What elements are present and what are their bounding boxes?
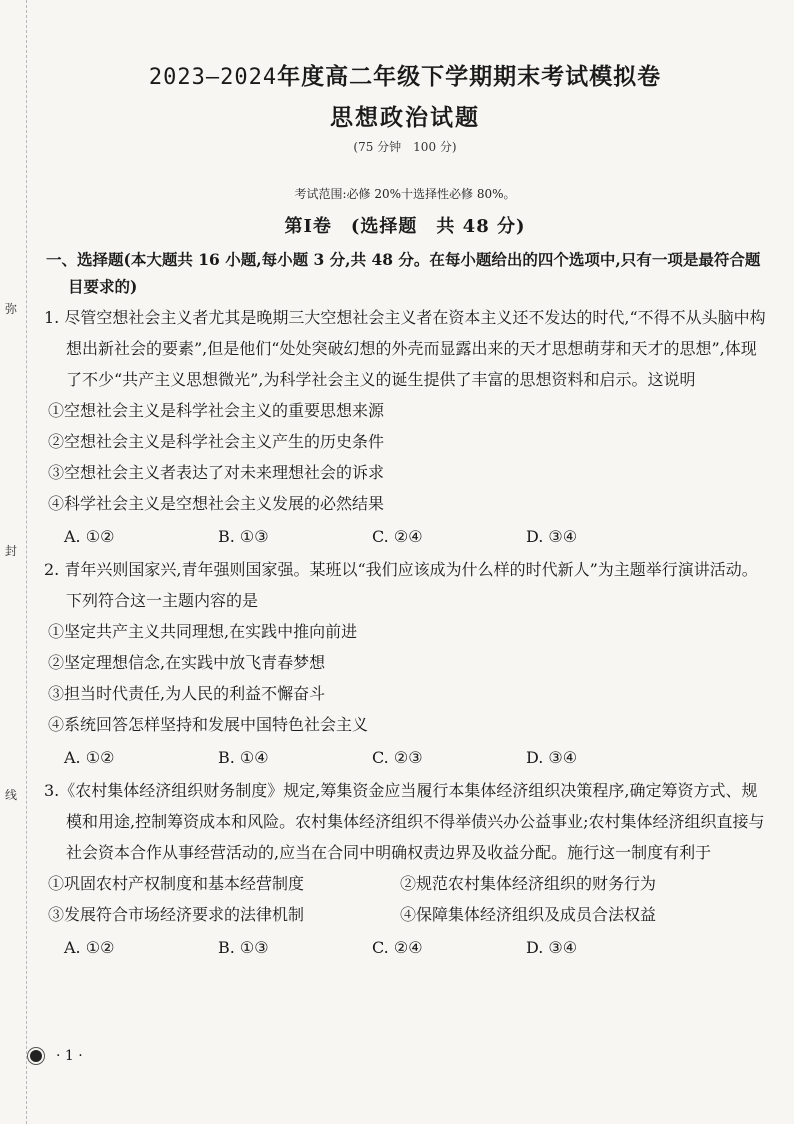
statement-option: ③担当时代责任,为人民的利益不懈奋斗 xyxy=(48,684,326,703)
question-2 xyxy=(40,554,770,773)
answer-choices xyxy=(40,932,770,963)
answer-a: A. ①② xyxy=(64,527,115,546)
statement-option-row xyxy=(40,868,770,899)
page-footer xyxy=(30,1048,83,1064)
answer-d: D. ③④ xyxy=(526,938,578,957)
answer-d: D. ③④ xyxy=(526,748,578,767)
answer-a: A. ①② xyxy=(64,748,115,767)
answer-a: A. ①② xyxy=(64,938,115,957)
statement-option: ④系统回答怎样坚持和发展中国特色社会主义 xyxy=(48,715,369,734)
exam-scope: 考试范围:必修 20%十选择性必修 80%。 xyxy=(294,187,516,201)
statement-option: ②空想社会主义是科学社会主义产生的历史条件 xyxy=(48,432,385,451)
answer-c: C. ②③ xyxy=(372,748,423,767)
title-text: 年度高二年级下学期期末考试模拟卷 xyxy=(277,63,662,90)
exam-time: (75 分钟 100 分) xyxy=(353,140,457,154)
answer-c: C. ②④ xyxy=(372,938,423,957)
section-heading: 第Ⅰ卷 (选择题 共 48 分) xyxy=(284,216,526,237)
statement-option: ②坚定理想信念,在实践中放飞青春梦想 xyxy=(48,653,326,672)
question-stem: 3.《农村集体经济组织财务制度》规定,筹集资金应当履行本集体经济组织决策程序,确定筹资方式、规模和用途,控制筹资成本和风险。农村集体经济组织不得举债兴办公益事业;农村集体经济组织直接与社会资本合作从事经营活动的,应当在合同中明确权责边界及收益分配。施行这一制度有利于 xyxy=(44,781,765,862)
answer-b: B. ①④ xyxy=(218,748,269,767)
answer-choices xyxy=(40,521,770,552)
statement-option: ③空想社会主义者表达了对未来理想社会的诉求 xyxy=(48,463,385,482)
question-1 xyxy=(40,302,770,552)
answer-c: C. ②④ xyxy=(372,527,423,546)
title-years: 2023—2024 xyxy=(148,65,278,90)
binding-char: 弥 xyxy=(0,300,22,317)
sun-icon xyxy=(30,1050,42,1062)
exam-page xyxy=(40,48,770,963)
binding-line xyxy=(0,0,27,1124)
statement-option: ③发展符合市场经济要求的法律机制 xyxy=(48,905,305,924)
instructions: 一、选择题(本大题共 16 小题,每小题 3 分,共 48 分。在每小题给出的四个选项中,只有一项是最符合题目要求的) xyxy=(46,250,761,296)
statement-option: ④保障集体经济组织及成员合法权益 xyxy=(400,905,657,924)
statement-option: ④科学社会主义是空想社会主义发展的必然结果 xyxy=(48,494,385,513)
answer-choices xyxy=(40,742,770,773)
statement-option: ①巩固农村产权制度和基本经营制度 xyxy=(48,874,305,893)
question-stem: 1. 尽管空想社会主义者尤其是晚期三大空想社会主义者在资本主义还不发达的时代,“不得不从头脑中构想出新社会的要素”,但是他们“处处突破幻想的外壳而显露出来的天才思想萌芽和天才的思想”,体现了不少“共产主义思想微光”,为科学社会主义的诞生提供了丰富的思想资料和启示。这说明 xyxy=(44,308,766,389)
statement-option: ①坚定共产主义共同理想,在实践中推向前进 xyxy=(48,622,358,641)
answer-d: D. ③④ xyxy=(526,527,578,546)
page-number: · 1 · xyxy=(56,1048,83,1064)
statement-option: ②规范农村集体经济组织的财务行为 xyxy=(400,874,657,893)
answer-b: B. ①③ xyxy=(218,938,269,957)
question-3 xyxy=(40,775,770,963)
answer-b: B. ①③ xyxy=(218,527,269,546)
statement-option: ①空想社会主义是科学社会主义的重要思想来源 xyxy=(48,401,385,420)
statement-option-row xyxy=(40,899,770,930)
binding-char: 线 xyxy=(0,786,22,803)
exam-title xyxy=(40,58,770,91)
question-stem: 2. 青年兴则国家兴,青年强则国家强。某班以“我们应该成为什么样的时代新人”为主题举行演讲活动。下列符合这一主题内容的是 xyxy=(44,560,758,610)
exam-subtitle: 思想政治试题 xyxy=(330,104,480,131)
binding-char: 封 xyxy=(0,542,22,559)
